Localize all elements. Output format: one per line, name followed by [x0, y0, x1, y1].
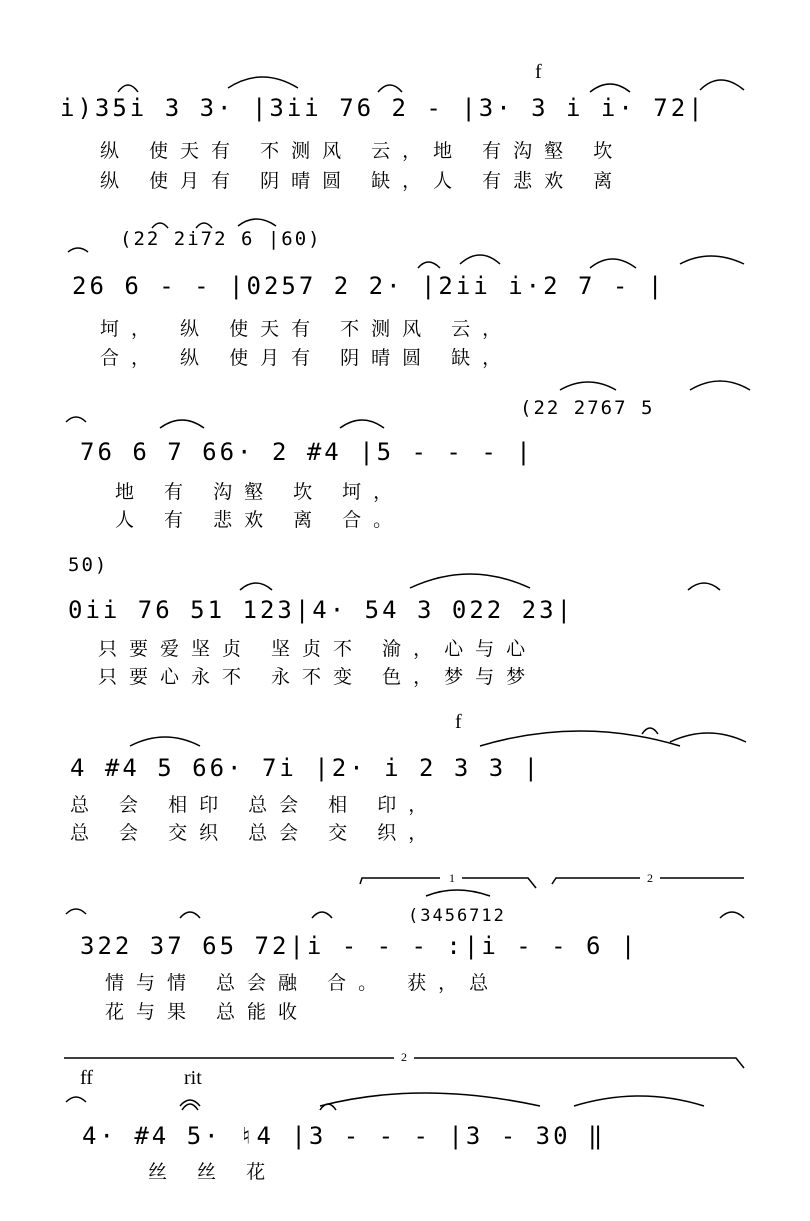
tempo-rit: rit [184, 1067, 202, 1089]
lyrics-verse-1: 地 有 沟壑 坎 坷， [115, 481, 405, 503]
notation-line: 4 #4 5 66· 7i |2· i 2 3 3 | [70, 754, 542, 782]
notation-line: 322 37 65 72|i - - - :|i - - 6 | [80, 932, 639, 960]
lyrics-verse-1: 情与情 总会融 合。 获，总 [105, 972, 501, 994]
lyrics-verse-2: 总 会 交织 总会 交 织， [70, 822, 440, 844]
notation-line: 26 6 - - |0257 2 2· |2ii i·2 7 - | [72, 272, 666, 300]
volta-2-number: 2 [401, 1050, 407, 1064]
lyrics-verse-1: 总 会 相印 总会 相 印， [70, 794, 440, 816]
notation-line: 4· #4 5· ♮4 |3 - - - |3 - 30 ‖ [82, 1122, 606, 1150]
lyrics-verse-2: 合， 纵 使月有 阴晴圆 缺， [100, 347, 514, 369]
dynamic-mark: f [535, 61, 542, 83]
volta-1-number: 1 [449, 871, 455, 885]
lyrics-verse-1: 纵 使天有 不测风 云，地 有沟壑 坎 [100, 140, 625, 162]
lyrics-verse-1: 只要爱坚贞 坚贞不 渝，心与心 [98, 638, 538, 660]
notation-line: 76 6 7 66· 2 #4 |5 - - - | [80, 438, 534, 466]
lyrics-verse-2: 只要心永不 永不变 色，梦与梦 [98, 666, 538, 688]
interlude-notes: (22 2767 5 [520, 397, 655, 419]
interlude-notes: (3456712 [408, 906, 506, 926]
interlude-notes: (22 2i72 6 |60) [120, 228, 322, 250]
dynamic-ff: ff [80, 1067, 93, 1089]
volta-2-number: 2 [647, 871, 653, 885]
lyrics-verse-1: 坷， 纵 使天有 不测风 云， [100, 318, 514, 340]
dynamic-mark: f [455, 711, 462, 733]
interlude-notes: 50) [68, 554, 109, 576]
lyrics-verse-2: 纵 使月有 阴晴圆 缺，人 有悲欢 离 [100, 170, 625, 192]
notation-line: i)35i 3 3· |3ii 76 2 - |3· 3 i i· 72| [60, 94, 706, 122]
lyrics-verse-1: 丝 丝 花 [148, 1161, 278, 1183]
lyrics-verse-2: 人 有 悲欢 离 合。 [115, 509, 405, 531]
notation-line: 0ii 76 51 123|4· 54 3 022 23| [68, 596, 575, 624]
lyrics-verse-2: 花与果 总能收 [105, 1001, 310, 1023]
